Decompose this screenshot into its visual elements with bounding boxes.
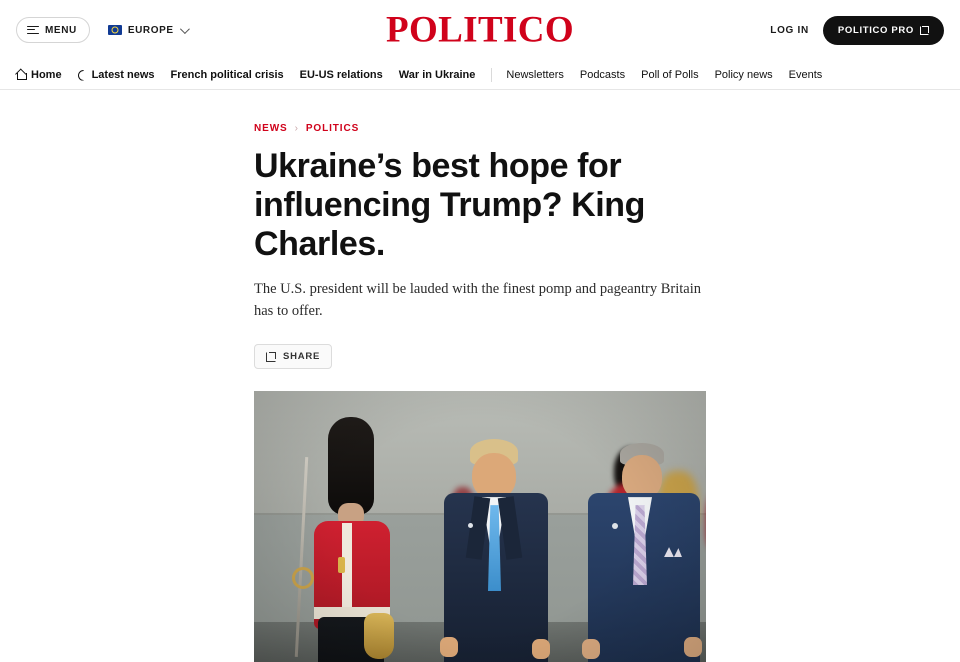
politico-pro-button[interactable] [823, 16, 944, 45]
hamburger-icon [27, 26, 39, 35]
share-row [254, 344, 706, 369]
external-link-icon [920, 26, 929, 35]
breadcrumb-subsection[interactable]: POLITICS [305, 123, 360, 134]
photo-vignette [254, 391, 706, 662]
breadcrumb-separator-icon: › [294, 123, 299, 134]
chevron-down-icon [180, 24, 190, 34]
region-selector[interactable] [108, 25, 187, 36]
nav-item-home-label: Home [31, 68, 62, 81]
breadcrumb-section[interactable]: NEWS [254, 123, 288, 134]
nav-item-home[interactable] [16, 69, 62, 81]
nav-item-latest-news[interactable] [78, 69, 155, 81]
nav-item-poll-of-polls[interactable]: Poll of Polls [641, 68, 699, 81]
nav-item-newsletters[interactable]: Newsletters [506, 68, 564, 81]
home-icon [16, 70, 27, 80]
region-selector-label: EUROPE [127, 24, 174, 36]
header-actions [770, 16, 944, 45]
page-title: Ukraine’s best hope for influencing Trump? King Charles. [254, 147, 646, 263]
share-button-label: SHARE [283, 351, 321, 363]
nav-item-events[interactable]: Events [788, 68, 823, 81]
article [254, 90, 706, 662]
politico-pro-label: POLITICO PRO [837, 24, 914, 36]
share-icon [266, 352, 276, 362]
eu-flag-icon [108, 25, 122, 35]
nav-item-latest-news-label: Latest news [91, 68, 155, 81]
lead-image [254, 391, 706, 662]
menu-button-label: MENU [45, 24, 77, 36]
nav-item-policy-news[interactable]: Policy news [714, 68, 773, 81]
share-button[interactable] [254, 344, 332, 369]
nav-item-war-in-ukraine[interactable]: War in Ukraine [398, 68, 476, 81]
politico-logo[interactable]: POLITICO [386, 9, 574, 51]
login-link[interactable]: LOG IN [770, 24, 809, 36]
primary-nav [0, 60, 960, 90]
article-dek: The U.S. president will be lauded with the finest pomp and pageantry Britain has to offer. [254, 281, 701, 319]
nav-divider [491, 68, 492, 82]
breadcrumb [254, 123, 706, 134]
moon-icon [78, 70, 88, 80]
site-header [0, 0, 960, 60]
nav-item-eu-us-relations[interactable]: EU-US relations [299, 68, 383, 81]
nav-item-podcasts[interactable]: Podcasts [579, 68, 626, 81]
menu-button[interactable] [16, 17, 90, 43]
nav-item-french-political-crisis[interactable]: French political crisis [170, 68, 284, 81]
content-wrapper [0, 90, 960, 662]
